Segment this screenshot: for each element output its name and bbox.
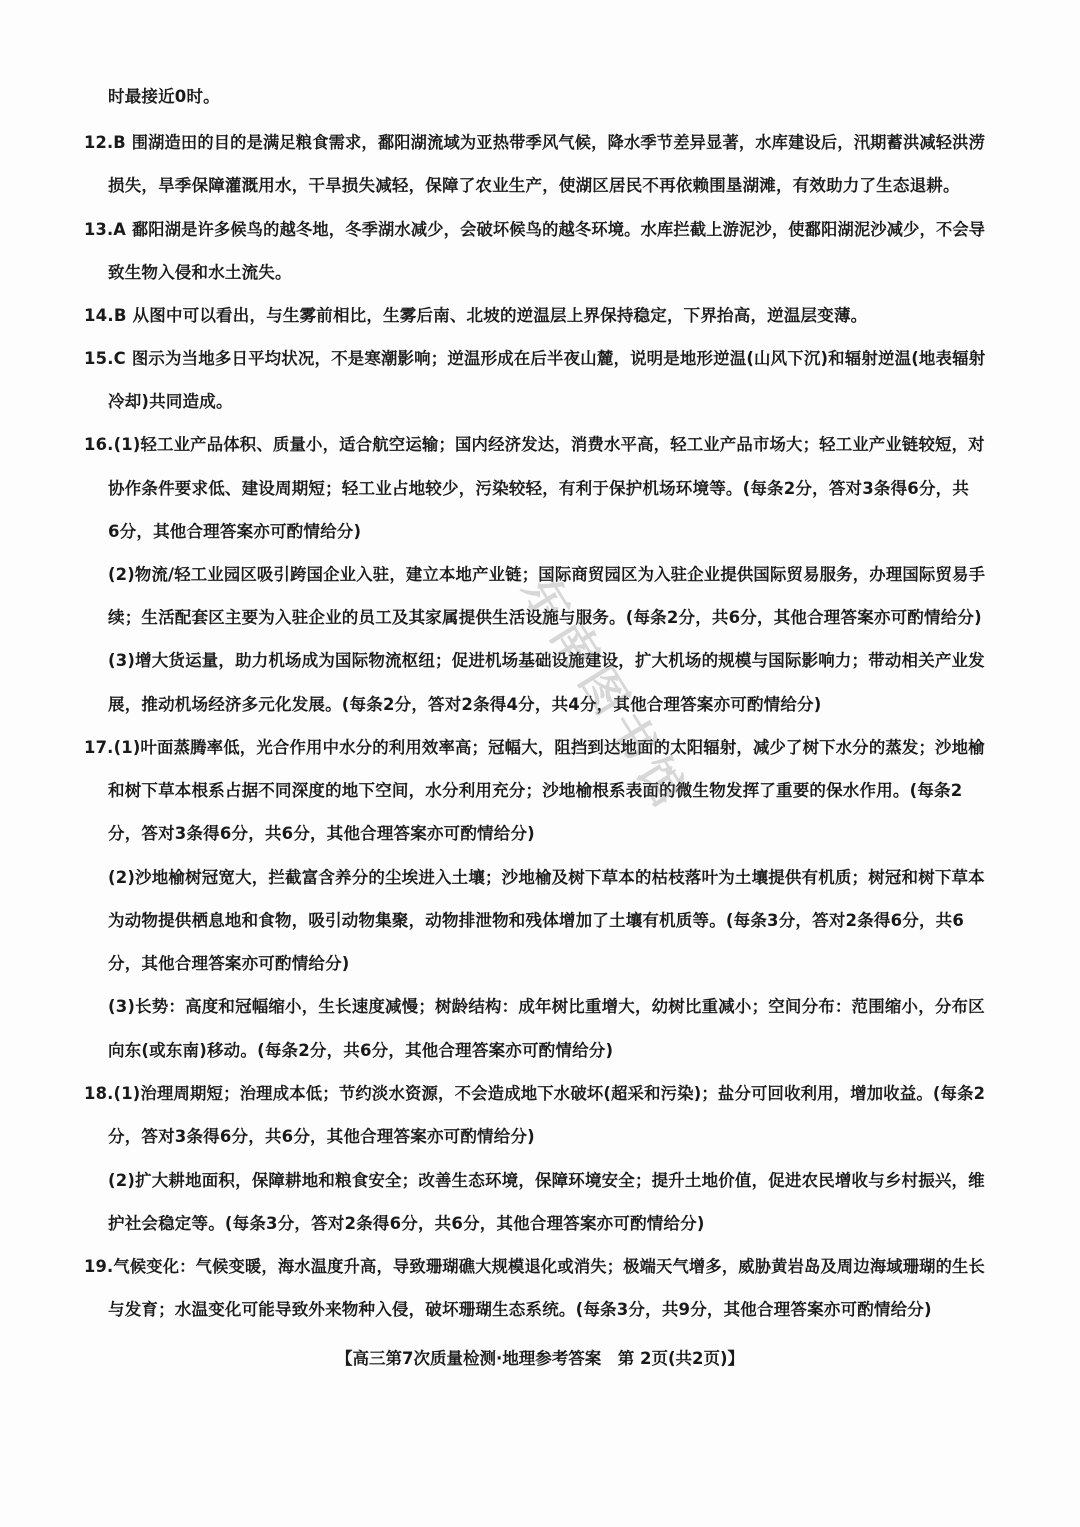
answer-line-q13: 13.A 鄱阳湖是许多候鸟的越冬地，冬季湖水减少，会破坏候鸟的越冬环境。水库拦截上游泥沙，使鄱阳湖泥沙减少，不会导 bbox=[84, 220, 986, 239]
answer-line-q17: 17.(1)叶面蒸腾率低，光合作用中水分的利用效率高；冠幅大，阻挡到达地面的太阳辐射，减少了树下水分的蒸发；沙地榆 bbox=[84, 738, 985, 757]
answer-line: 与发育；水温变化可能导致外来物种入侵，破坏珊瑚生态系统。(每条3分，共9分，其他合理答案亦可酌情给分) bbox=[108, 1300, 932, 1319]
page-footer: 【高三第7次质量检测·地理参考答案 第 2页(共2页)】 bbox=[335, 1349, 745, 1368]
answer-line: 冷却)共同造成。 bbox=[108, 392, 233, 411]
answer-line: 向东(或东南)移动。(每条2分，共6分，其他合理答案亦可酌情给分) bbox=[108, 1041, 614, 1060]
answer-line: 护社会稳定等。(每条3分，答对2条得6分，共6分，其他合理答案亦可酌情给分) bbox=[108, 1214, 705, 1233]
answer-line: 分，其他合理答案亦可酌情给分) bbox=[108, 954, 350, 973]
answer-line: 时最接近0时。 bbox=[108, 87, 220, 106]
answer-line: 6分，其他合理答案亦可酌情给分) bbox=[108, 522, 362, 541]
answer-line-q15: 15.C 图示为当地多日平均状况，不是寒潮影响；逆温形成在后半夜山麓，说明是地形逆温(山风下沉)和辐射逆温(地表辐射 bbox=[84, 349, 986, 368]
answer-line: 分，答对3条得6分，共6分，其他合理答案亦可酌情给分) bbox=[108, 824, 535, 843]
answer-line-q18: 18.(1)治理周期短；治理成本低；节约淡水资源，不会造成地下水破坏(超采和污染)；盐分可回收利用，增加收益。(每条2 bbox=[84, 1084, 986, 1103]
answer-line: 展，推动机场经济多元化发展。(每条2分，答对2条得4分，共4分，其他合理答案亦可酌情给分) bbox=[108, 695, 822, 714]
answer-line-q12: 12.B 围湖造田的目的是满足粮食需求，鄱阳湖流域为亚热带季风气候，降水季节差异显著，水库建设后，汛期蓄洪减轻洪涝 bbox=[84, 133, 985, 152]
answer-line: 续；生活配套区主要为入驻企业的员工及其家属提供生活设施与服务。(每条2分，共6分，其他合理答案亦可酌情给分) bbox=[108, 608, 982, 627]
answer-line: (3)长势：高度和冠幅缩小，生长速度减慢；树龄结构：成年树比重增大，幼树比重减小；空间分布：范围缩小，分布区 bbox=[108, 997, 985, 1016]
watermark: 东南图书馆 bbox=[511, 564, 701, 823]
answer-line: (3)增大货运量，助力机场成为国际物流枢纽；促进机场基础设施建设，扩大机场的规模与国际影响力；带动相关产业发 bbox=[108, 651, 985, 670]
answer-line-q16: 16.(1)轻工业产品体积、质量小，适合航空运输；国内经济发达，消费水平高，轻工业产品市场大；轻工业产业链较短，对 bbox=[84, 435, 985, 454]
answer-line: 为动物提供栖息地和食物，吸引动物集聚，动物排泄物和残体增加了土壤有机质等。(每条3分，答对2条得6分，共6 bbox=[108, 911, 965, 930]
answer-line-q19: 19.气候变化：气候变暖，海水温度升高，导致珊瑚礁大规模退化或消失；极端天气增多，威胁黄岩岛及周边海域珊瑚的生长 bbox=[84, 1257, 985, 1276]
answer-line: (2)扩大耕地面积，保障耕地和粮食安全；改善生态环境，保障环境安全；提升土地价值，促进农民增收与乡村振兴，维 bbox=[108, 1171, 985, 1190]
answer-line: (2)沙地榆树冠宽大，拦截富含养分的尘埃进入土壤；沙地榆及树下草本的枯枝落叶为土壤提供有机质；树冠和树下草本 bbox=[108, 868, 985, 887]
answer-line: 分，答对3条得6分，共6分，其他合理答案亦可酌情给分) bbox=[108, 1127, 535, 1146]
answer-line: 致生物入侵和水土流失。 bbox=[108, 263, 292, 282]
answer-line: 和树下草本根系占据不同深度的地下空间，水分利用充分；沙地榆根系表面的微生物发挥了重要的保水作用。(每条2 bbox=[108, 781, 963, 800]
answer-line: (2)物流/轻工业园区吸引跨国企业入驻，建立本地产业链；国际商贸园区为入驻企业提供国际贸易服务，办理国际贸易手 bbox=[108, 565, 986, 584]
answer-line-q14: 14.B 从图中可以看出，与生雾前相比，生雾后南、北坡的逆温层上界保持稳定，下界抬高，逆温层变薄。 bbox=[84, 306, 868, 325]
answer-line: 协作条件要求低、建设周期短；轻工业占地较少，污染较轻，有利于保护机场环境等。(每条2分，答对3条得6分，共 bbox=[108, 479, 970, 498]
answer-line: 损失，旱季保障灌溉用水，干旱损失减轻，保障了农业生产，使湖区居民不再依赖围垦湖滩，有效助力了生态退耕。 bbox=[108, 176, 960, 195]
